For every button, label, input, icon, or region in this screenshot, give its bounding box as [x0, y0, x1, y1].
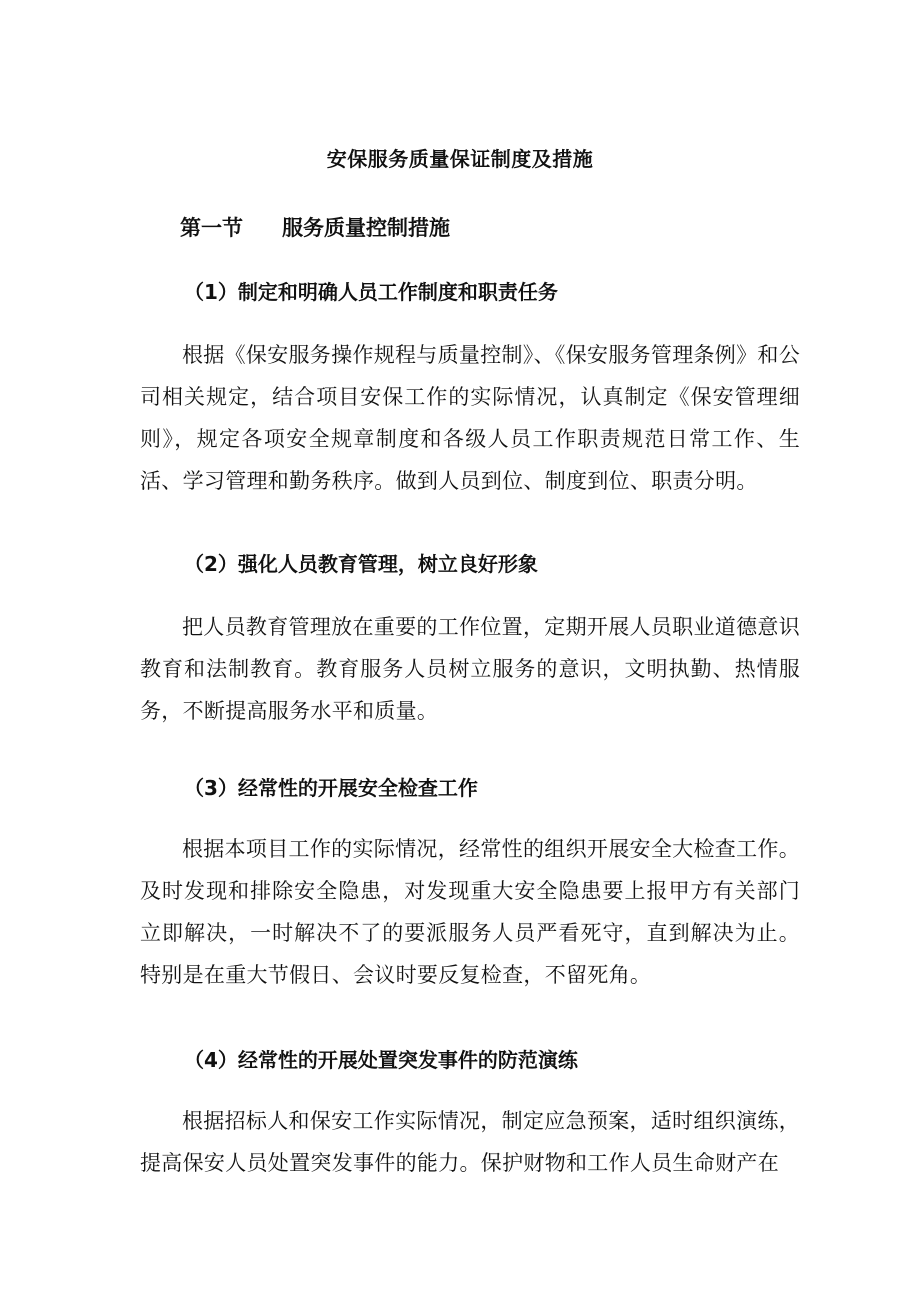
item-heading-2: （2）强化人员教育管理，树立良好形象: [184, 552, 538, 576]
item-body-3: 根据本项目工作的实际情况，经常性的组织开展安全大检查工作。及时发现和排除安全隐患，对发现重大安全隐患要上报甲方有关部门立即解决，一时解决不了的要派服务人员严看死守，直到解决为止。特别是在重大节假日、会议时要反复检查，不留死角。: [140, 837, 800, 987]
item-body-4: 根据招标人和保安工作实际情况，制定应急预案，适时组织演练，提高保安人员处置突发事件的能力。保护财物和工作人员生命财产在: [140, 1109, 800, 1175]
document-title: 安保服务质量保证制度及措施: [326, 147, 594, 171]
item-heading-3: （3）经常性的开展安全检查工作: [184, 776, 478, 800]
item-heading-1: （1）制定和明确人员工作制度和职责任务: [184, 280, 558, 304]
item-body-2: 把人员教育管理放在重要的工作位置，定期开展人员职业道德意识教育和法制教育。教育服务人员树立服务的意识，文明执勤、热情服务，不断提高服务水平和质量。: [140, 615, 800, 723]
item-body-1: 根据《保安服务操作规程与质量控制》、《保安服务管理条例》和公司相关规定，结合项目安保工作的实际情况，认真制定《保安管理细则》，规定各项安全规章制度和各级人员工作职责规范日常工作、生活、学习管理和勤务秩序。做到人员到位、制度到位、职责分明。: [140, 343, 800, 493]
section-title: 服务质量控制措施: [282, 216, 450, 240]
item-heading-4: （4）经常性的开展处置突发事件的防范演练: [184, 1048, 578, 1072]
section-number: 第一节: [180, 216, 243, 240]
section-heading: [180, 212, 450, 244]
